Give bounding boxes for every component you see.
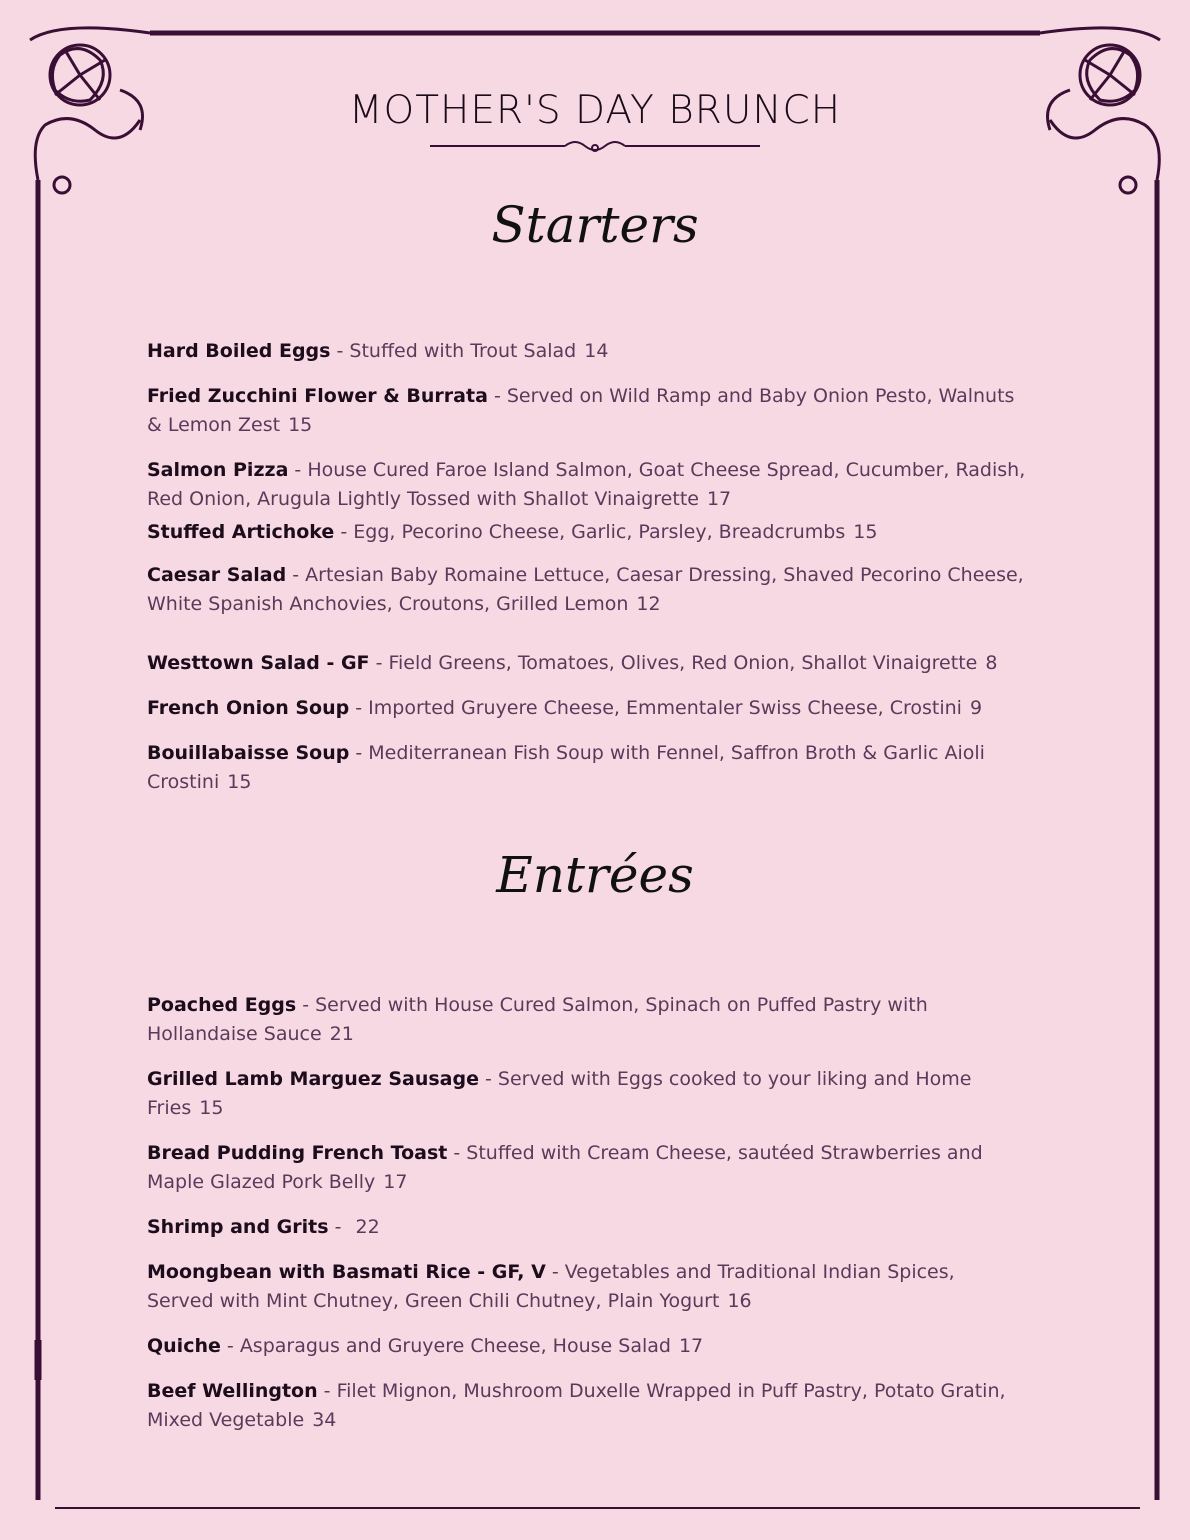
menu-item: Poached Eggs - Served with House Cured Salmon, Spinach on Puffed Pastry with Hollandaise Sauce 21	[147, 994, 928, 1045]
title-divider	[430, 142, 760, 151]
starters-heading: Starters	[491, 196, 699, 254]
menu-item: Moongbean with Basmati Rice - GF, V - Vegetables and Traditional Indian Spices, Served with Mint Chutney, Green Chili Chutney, Plain Yogurt 16	[147, 1261, 955, 1312]
entrees-heading: Entrées	[496, 846, 694, 904]
menu-item: Hard Boiled Eggs - Stuffed with Trout Salad 14	[147, 340, 609, 362]
entrees-list	[147, 991, 1027, 1435]
menu-item: Quiche - Asparagus and Gruyere Cheese, House Salad 17	[147, 1335, 704, 1357]
menu-item: Fried Zucchini Flower & Burrata - Served on Wild Ramp and Baby Onion Pesto, Walnuts & Lemon Zest 15	[147, 385, 1015, 436]
menu-item: Bouillabaisse Soup - Mediterranean Fish Soup with Fennel, Saffron Broth & Garlic Aioli Crostini 15	[147, 742, 985, 793]
menu-item: Caesar Salad - Artesian Baby Romaine Lettuce, Caesar Dressing, Shaved Pecorino Cheese, White Spanish Anchovies, Croutons, Grilled Lemon 12	[147, 564, 1024, 615]
menu-item: Shrimp and Grits - 22	[147, 1216, 380, 1238]
menu-item: Westtown Salad - GF - Field Greens, Tomatoes, Olives, Red Onion, Shallot Vinaigrette 8	[147, 652, 998, 674]
menu-item: Salmon Pizza - House Cured Faroe Island Salmon, Goat Cheese Spread, Cucumber, Radish, Red Onion, Arugula Lightly Tossed with Shallot Vinaigrette 17	[147, 459, 1026, 510]
menu-item: Stuffed Artichoke - Egg, Pecorino Cheese, Garlic, Parsley, Breadcrumbs 15	[147, 521, 878, 543]
page-title: MOTHER'S DAY BRUNCH	[348, 88, 842, 133]
menu-item: Bread Pudding French Toast - Stuffed with Cream Cheese, sautéed Strawberries and Maple Glazed Pork Belly 17	[147, 1142, 983, 1193]
menu-item: Grilled Lamb Marguez Sausage - Served with Eggs cooked to your liking and Home Fries 15	[147, 1068, 972, 1119]
menu-item: Beef Wellington - Filet Mignon, Mushroom Duxelle Wrapped in Puff Pastry, Potato Gratin, Mixed Vegetable 34	[147, 1380, 1006, 1431]
menu-item: French Onion Soup - Imported Gruyere Cheese, Emmentaler Swiss Cheese, Crostini 9	[147, 697, 983, 719]
starters-list	[147, 337, 1027, 797]
